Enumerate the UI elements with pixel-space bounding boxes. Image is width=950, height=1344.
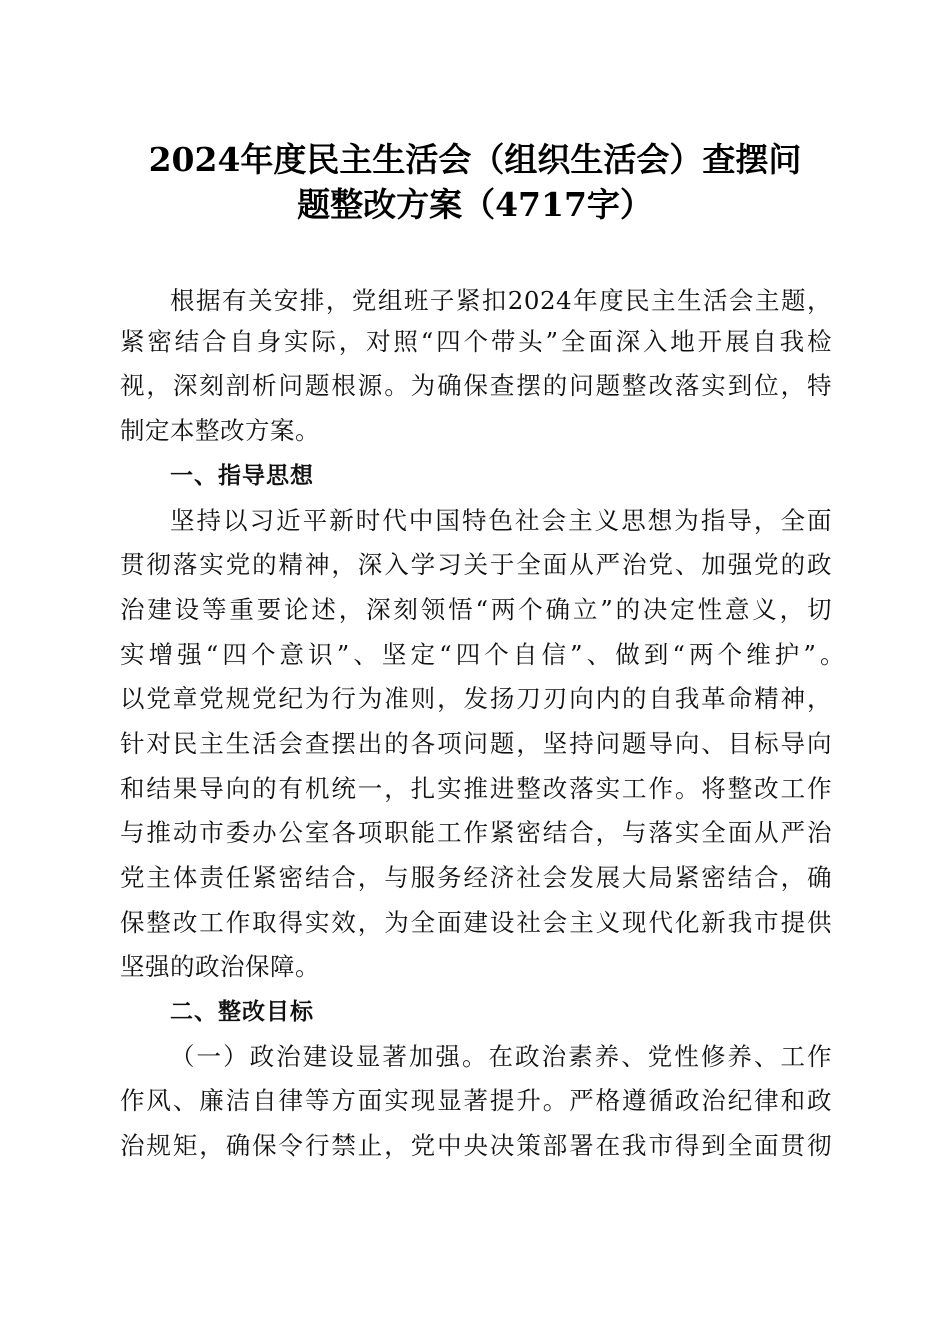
- section1-line-4: 实增强“四个意识”、坚定“四个自信”、做到“两个维护”。: [120, 640, 845, 669]
- section1-line-3: 治建设等重要论述，深刻领悟“两个确立”的决定性意义，切: [120, 595, 832, 624]
- intro-line-1: 根据有关安排，党组班子紧扣2024年度民主生活会主题，: [170, 286, 832, 315]
- section1-line-10: 保整改工作取得实效，为全面建设社会主义现代化新我市提供: [120, 908, 832, 937]
- section2-line-3: 治规矩，确保令行禁止，党中央决策部署在我市得到全面贯彻: [120, 1131, 832, 1160]
- section1-line-5: 以党章党规党纪为行为准则，发扬刀刃向内的自我革命精神，: [120, 684, 832, 713]
- section1-line-6: 针对民主生活会查摆出的各项问题，坚持问题导向、目标导向: [120, 729, 832, 758]
- section-heading-rectification-goals: 二、整改目标: [170, 999, 314, 1025]
- document-title-line-1: 2024年度民主生活会（组织生活会）查摆问: [148, 140, 802, 179]
- intro-line-3: 视，深刻剖析问题根源。为确保查摆的问题整改落实到位，特: [120, 371, 832, 400]
- section1-line-1: 坚持以习近平新时代中国特色社会主义思想为指导，全面: [170, 506, 832, 535]
- section1-line-11: 坚强的政治保障。: [120, 952, 320, 981]
- section2-line-2: 作风、廉洁自律等方面实现显著提升。严格遵循政治纪律和政: [120, 1086, 832, 1115]
- section1-line-2: 贯彻落实党的精神，深入学习关于全面从严治党、加强党的政: [120, 550, 832, 579]
- section-heading-guiding-ideology: 一、指导思想: [170, 463, 314, 489]
- section2-line-1: （一）政治建设显著加强。在政治素养、党性修养、工作: [170, 1042, 832, 1071]
- section1-line-8: 与推动市委办公室各项职能工作紧密结合，与落实全面从严治: [120, 818, 832, 847]
- section1-line-7: 和结果导向的有机统一，扎实推进整改落实工作。将整改工作: [120, 774, 832, 803]
- intro-line-2: 紧密结合自身实际，对照“四个带头”全面深入地开展自我检: [120, 327, 832, 356]
- document-title-line-2: 题整改方案（4717字）: [297, 185, 653, 224]
- section1-line-9: 党主体责任紧密结合，与服务经济社会发展大局紧密结合，确: [120, 863, 832, 892]
- intro-line-4: 制定本整改方案。: [120, 416, 320, 445]
